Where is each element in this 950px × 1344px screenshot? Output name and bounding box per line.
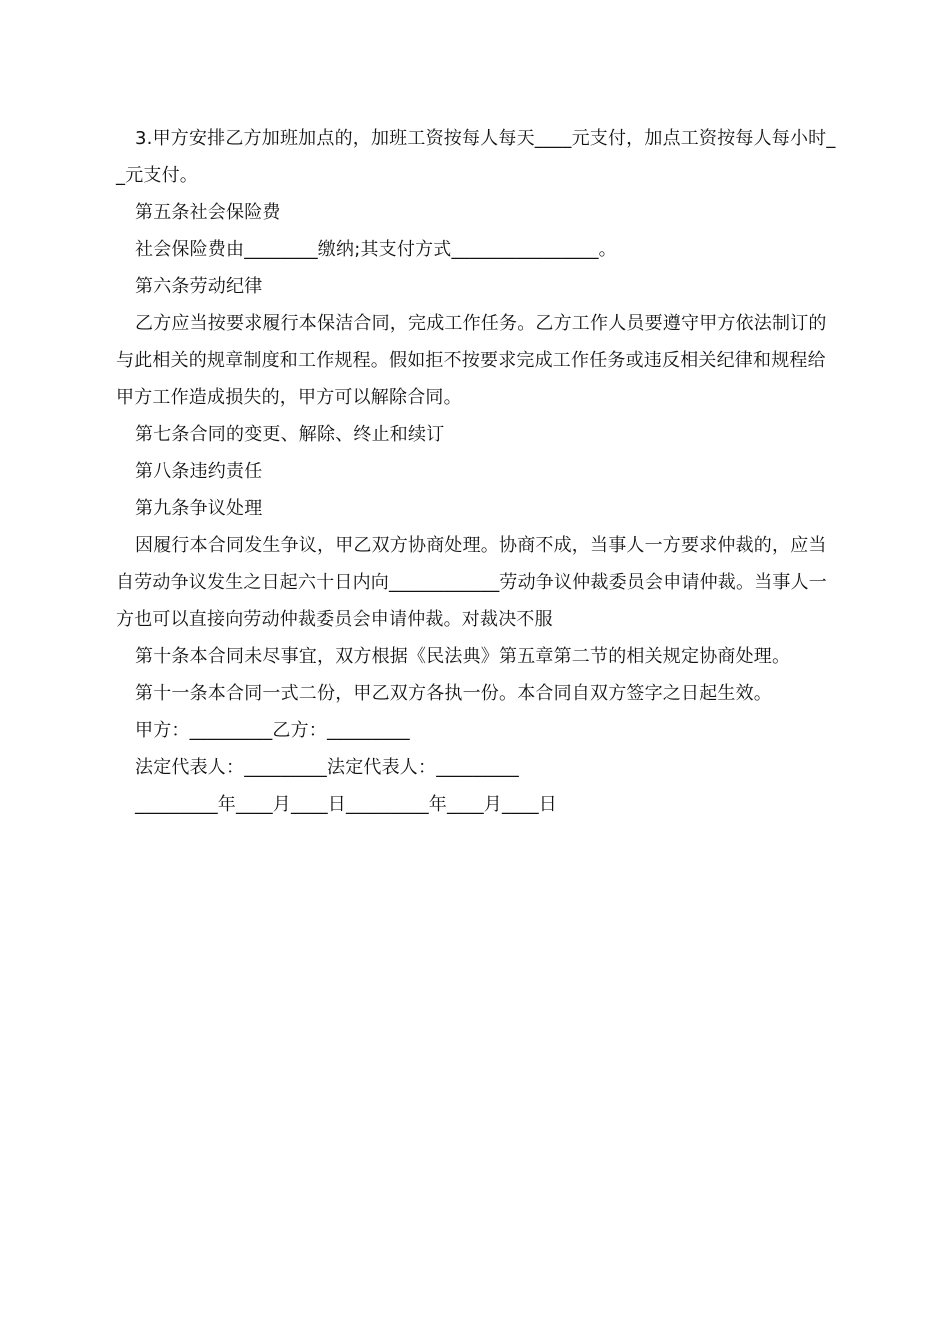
document-page (116, 120, 838, 823)
overtime-pay-clause: 3.甲方安排乙方加班加点的，加班工资按每人每天____元支付，加点工资按每人每小时__元支付。 (116, 128, 836, 186)
article-6-heading: 第六条劳动纪律 (135, 276, 263, 297)
article-9-heading: 第九条争议处理 (135, 498, 263, 519)
article-5-heading: 第五条社会保险费 (135, 202, 281, 223)
date-line: _________年____月____日_________年____月____日 (135, 794, 557, 815)
dispute-resolution-clause: 因履行本合同发生争议，甲乙双方协商处理。协商不成，当事人一方要求仲裁的，应当自劳动争议发生之日起六十日内向____________劳动争议仲裁委员会申请仲裁。当事人一方也可以直接向劳动仲裁委员会申请仲裁。对裁决不服 (116, 535, 827, 630)
legal-representative-line: 法定代表人：_________法定代表人：_________ (135, 757, 519, 778)
party-signature-line: 甲方：_________乙方：_________ (135, 720, 410, 741)
article-8-heading: 第八条违约责任 (135, 461, 263, 482)
labor-discipline-clause: 乙方应当按要求履行本保洁合同，完成工作任务。乙方工作人员要遵守甲方依法制订的与此相关的规章制度和工作规程。假如拒不按要求完成工作任务或违反相关纪律和规程给甲方工作造成损失的，甲方可以解除合同。 (116, 313, 827, 408)
article-11-clause: 第十一条本合同一式二份，甲乙双方各执一份。本合同自双方签字之日起生效。 (135, 683, 772, 704)
social-insurance-clause: 社会保险费由________缴纳;其支付方式________________。 (135, 239, 617, 260)
article-7-heading: 第七条合同的变更、解除、终止和续订 (135, 424, 445, 445)
article-10-clause: 第十条本合同未尽事宜，双方根据《民法典》第五章第二节的相关规定协商处理。 (135, 646, 791, 667)
